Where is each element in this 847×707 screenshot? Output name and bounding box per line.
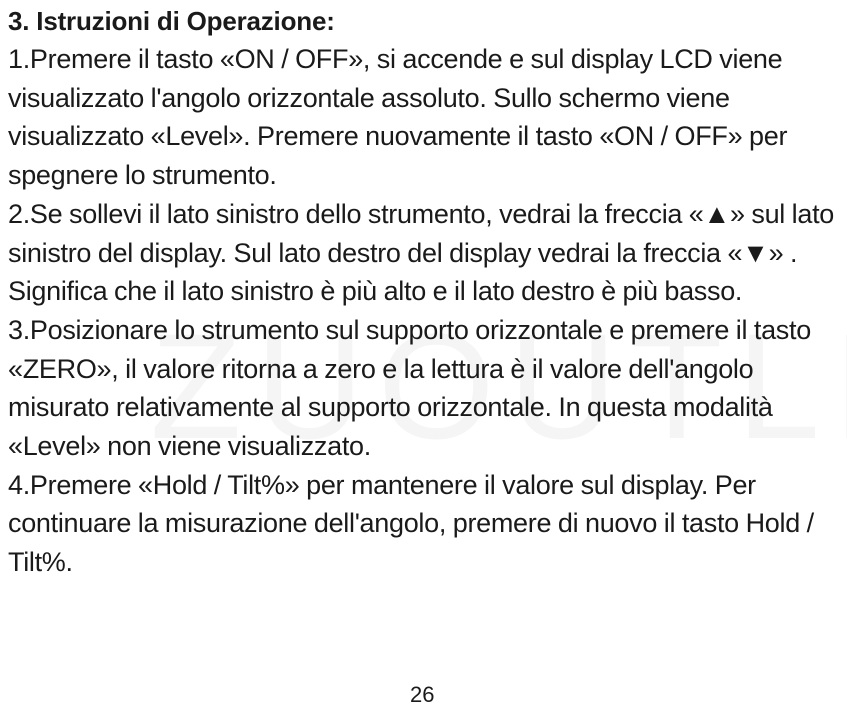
section-heading: 3. Istruzioni di Operazione:: [8, 6, 335, 36]
instruction-paragraph-2: 2.Se sollevi il lato sinistro dello strumento, vedrai la freccia «▲» sul lato sinistro del display. Sul lato destro del display vedrai la freccia «▼» . Significa che il lato sinistro è più alto e il lato destro è più basso.: [8, 198, 835, 307]
instruction-paragraph-1: 1.Premere il tasto «ON / OFF», si accende e sul display LCD viene visualizzato l'angolo orizzontale assoluto. Sullo schermo viene visualizzato «Level». Premere nuovamente il tasto «ON / OFF» per spegnere lo strumento.: [8, 44, 788, 191]
instruction-paragraph-3: 3.Posizionare lo strumento sul supporto orizzontale e premere il tasto «ZERO», il valore ritorna a zero e la lettura è il valore dell'angolo misurato relativamente al supporto orizzontale. In questa modalità «Level» non viene visualizzato.: [8, 314, 811, 462]
document-page: [8, 0, 840, 582]
instruction-paragraph-4: 4.Premere «Hold / Tilt%» per mantenere il valore sul display. Per continuare la misurazione dell'angolo, premere di nuovo il tasto Hold / Tilt%.: [8, 469, 814, 578]
page-number: 26: [410, 682, 435, 707]
